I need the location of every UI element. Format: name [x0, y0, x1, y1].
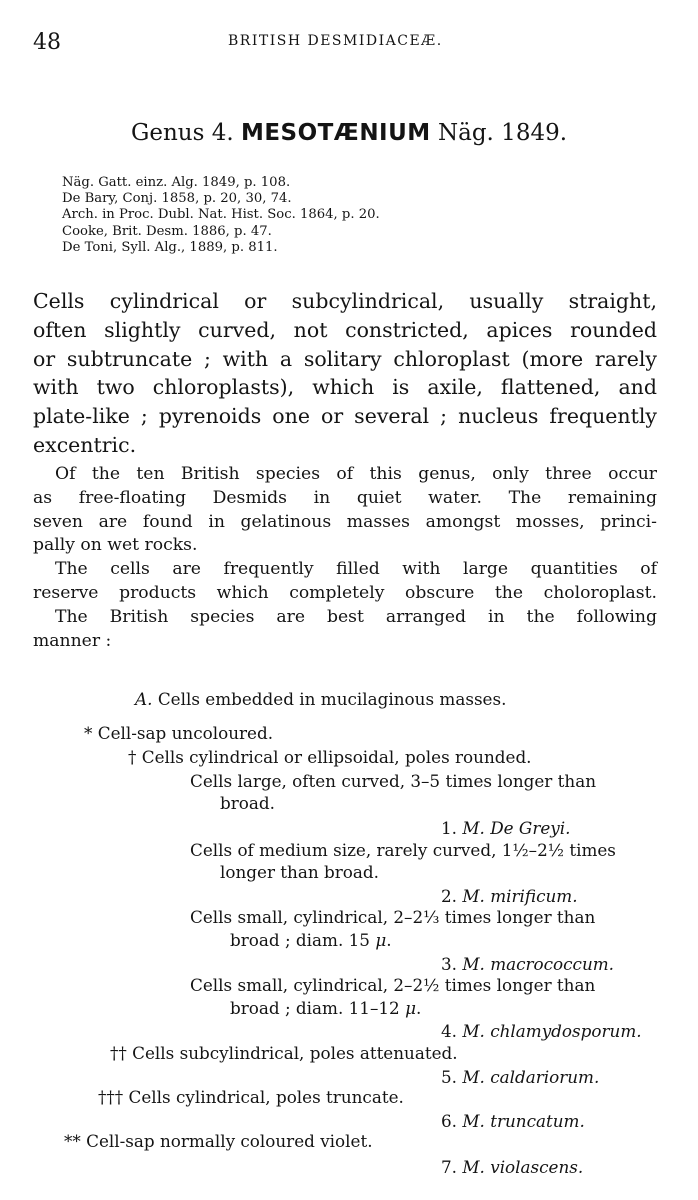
key-text: Cells cylindrical, poles truncate. [128, 1087, 404, 1107]
key-entry-3-line: Cells small, cylindrical, 2–2⅓ times longer than [190, 907, 596, 927]
key-dagger-2 [110, 1042, 458, 1064]
body-line: Of the ten British species of this genus, only three occur [55, 464, 657, 484]
body-line: reserve products which completely obscure the choloroplast. [33, 582, 657, 603]
key-star-1 [84, 722, 273, 744]
description-line: or subtruncate ; with a solitary chloroplast (more rarely [33, 346, 657, 371]
body-text [33, 463, 657, 653]
key-entry-2-line: longer than broad. [220, 862, 379, 882]
page-number: 48 [33, 30, 61, 55]
species-name: M. caldariorum. [462, 1067, 600, 1087]
reference-item: Näg. Gatt. einz. Alg. 1849, p. 108. [62, 175, 291, 190]
species-number: 3. [441, 954, 458, 974]
key-dagger-3 [98, 1086, 404, 1108]
species-number: 7. [441, 1157, 458, 1177]
description-line: Cells cylindrical or subcylindrical, usually straight, [33, 289, 657, 313]
reference-item: Cooke, Brit. Desm. 1886, p. 47. [62, 223, 272, 239]
species-name: M. truncatum. [462, 1111, 585, 1131]
key-dagger-1 [128, 746, 532, 768]
key-entry-text: broad ; diam. 11–12 [230, 998, 406, 1018]
species-name: M. macrococcum. [462, 954, 615, 974]
key-entry-text: . [386, 930, 392, 950]
description-line: excentric. [33, 432, 137, 457]
key-entry-1-line: Cells large, often curved, 3–5 times longer than [190, 771, 597, 791]
genus-name: MESOTÆNIUM [240, 120, 431, 146]
key-star-2 [64, 1130, 373, 1152]
key-text: Cells subcylindrical, poles attenuated. [132, 1043, 458, 1063]
description-line: plate-like ; pyrenoids one or several ; nucleus frequently [33, 404, 657, 429]
key-entry-4-line [230, 997, 421, 1019]
key-section-letter: A. [135, 689, 153, 709]
species-6 [441, 1110, 585, 1132]
reference-item: Arch. in Proc. Dubl. Nat. Hist. Soc. 1864, p. 20. [62, 207, 380, 223]
key-marker: ††† [98, 1087, 124, 1107]
reference-item: De Bary, Conj. 1858, p. 20, 30, 74. [62, 191, 292, 207]
species-3 [441, 953, 614, 975]
species-name: M. chlamydosporum. [462, 1021, 642, 1041]
species-number: 2. [441, 886, 458, 906]
key-entry-3-line [230, 929, 392, 951]
species-name: M. violascens. [462, 1157, 584, 1177]
species-5 [441, 1066, 599, 1088]
running-head: BRITISH DESMIDIACEÆ. [228, 33, 443, 49]
species-number: 6. [441, 1111, 458, 1131]
genus-prefix: Genus 4. [130, 120, 234, 146]
micron-symbol: μ [405, 998, 416, 1018]
key-marker: † [128, 747, 137, 767]
key-section-a [135, 688, 506, 710]
species-1 [441, 817, 570, 839]
key-marker: ** [64, 1131, 81, 1151]
key-entry-1-line: broad. [220, 793, 275, 813]
species-7 [441, 1156, 583, 1178]
species-number: 1. [441, 818, 458, 838]
key-text: Cells cylindrical or ellipsoidal, poles rounded. [141, 747, 532, 767]
body-line: seven are found in gelatinous masses amongst mosses, princi- [33, 511, 657, 532]
genus-heading [0, 120, 698, 146]
reference-list [62, 175, 380, 256]
key-entry-4-line: Cells small, cylindrical, 2–2½ times longer than [190, 975, 596, 995]
body-line: pally on wet rocks. [33, 535, 198, 556]
key-entry-text: . [415, 998, 422, 1018]
body-line: The British species are best arranged in the following [55, 606, 657, 627]
body-line: as free-floating Desmids in quiet water. The remaining [33, 487, 657, 508]
species-2 [441, 885, 578, 907]
micron-symbol: μ [375, 930, 387, 950]
species-name: M. De Greyi. [462, 818, 571, 838]
key-marker: †† [110, 1043, 127, 1063]
species-name: M. mirificum. [462, 886, 578, 906]
description-line: with two chloroplasts), which is axile, flattened, and [33, 375, 657, 400]
species-4 [441, 1020, 642, 1042]
genus-author: Näg. 1849. [438, 120, 568, 146]
body-line: The cells are frequently filled with large quantities of [55, 559, 657, 580]
key-section-text: Cells embedded in mucilaginous masses. [157, 689, 507, 709]
reference-item: De Toni, Syll. Alg., 1889, p. 811. [62, 239, 278, 255]
key-entry-2-line: Cells of medium size, rarely curved, 1½–2½ times [190, 840, 616, 860]
body-line: manner : [33, 630, 112, 651]
key-entry-text: broad ; diam. 15 [230, 930, 376, 950]
genus-description [33, 287, 657, 460]
description-line: often slightly curved, not constricted, apices rounded [33, 317, 657, 342]
key-text: Cell-sap normally coloured violet. [86, 1131, 373, 1151]
key-marker: * [84, 723, 93, 743]
key-text: Cell-sap uncoloured. [97, 723, 274, 743]
species-number: 4. [441, 1021, 458, 1041]
species-number: 5. [441, 1067, 458, 1087]
